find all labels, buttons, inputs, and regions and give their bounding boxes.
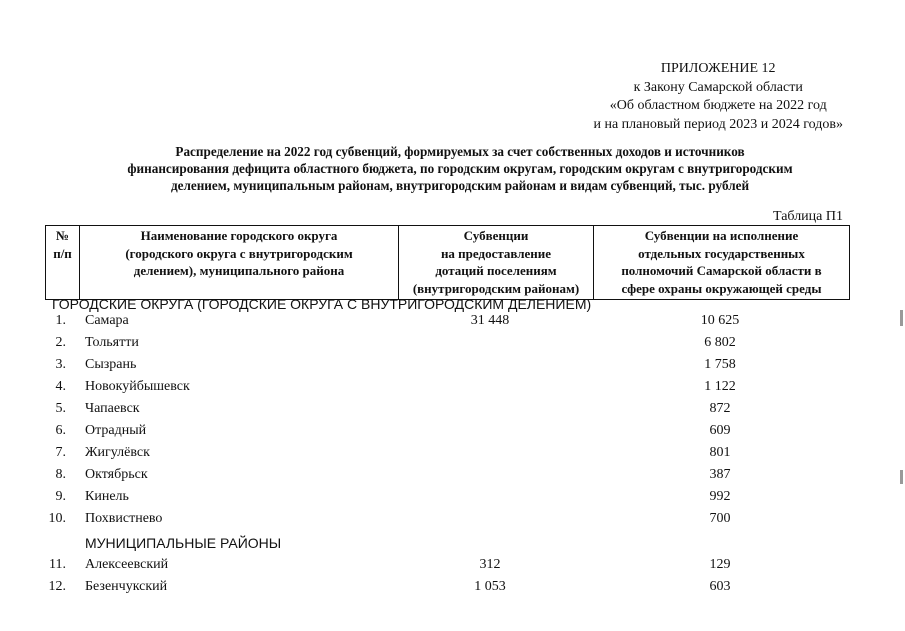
table-row bbox=[0, 401, 905, 423]
row-number: 12. bbox=[48, 579, 66, 594]
row-number: 1. bbox=[55, 313, 66, 328]
row-subsidy-environment: 1 122 bbox=[704, 379, 736, 394]
title-line-1: Распределение на 2022 год субвенций, формируемых за счет собственных доходов и источников bbox=[175, 144, 745, 159]
table-row bbox=[0, 423, 905, 445]
header-subsidy-environment: Субвенции на исполнение отдельных государственных полномочий Самарской области в сфере охраны окружающей среды bbox=[594, 226, 850, 300]
row-subsidy-settlements: 312 bbox=[479, 557, 501, 572]
table-row bbox=[0, 579, 905, 601]
row-name: Отрадный bbox=[85, 423, 147, 438]
header-name: Наименование городского округа (городского округа с внутригородским делением), муниципального района bbox=[80, 226, 399, 300]
table-row bbox=[0, 445, 905, 467]
appendix-law-title: «Об областном бюджете на 2022 год bbox=[609, 98, 827, 113]
row-name: Алексеевский bbox=[85, 557, 169, 572]
row-name: Новокуйбышевск bbox=[85, 379, 190, 394]
row-name: Самара bbox=[85, 313, 129, 328]
row-subsidy-environment: 700 bbox=[709, 511, 731, 526]
row-number: 5. bbox=[55, 401, 66, 416]
appendix-law-period: и на плановый период 2023 и 2024 годов» bbox=[593, 116, 843, 132]
section-city-districts: ГОРОДСКИЕ ОКРУГА (ГОРОДСКИЕ ОКРУГА С ВНУТРИГОРОДСКИМ ДЕЛЕНИЕМ) bbox=[52, 296, 592, 312]
row-name: Октябрьск bbox=[85, 467, 148, 482]
appendix-number: ПРИЛОЖЕНИЕ 12 bbox=[660, 61, 776, 76]
row-subsidy-environment: 992 bbox=[709, 489, 731, 504]
table-row bbox=[0, 357, 905, 379]
table-row bbox=[0, 467, 905, 489]
row-name: Чапаевск bbox=[85, 401, 140, 416]
row-subsidy-environment: 801 bbox=[709, 445, 731, 460]
row-subsidy-settlements: 1 053 bbox=[474, 579, 506, 594]
row-subsidy-environment: 129 bbox=[709, 557, 731, 572]
table-row bbox=[0, 511, 905, 533]
row-name: Тольятти bbox=[85, 335, 139, 350]
row-name: Жигулёвск bbox=[85, 445, 150, 460]
title-line-2: финансирования дефицита областного бюджета, по городским округам, городским округам с внутригородским bbox=[127, 161, 793, 176]
row-number: 9. bbox=[55, 489, 66, 504]
table-row bbox=[0, 557, 905, 579]
row-number: 10. bbox=[48, 511, 66, 526]
table-row bbox=[0, 313, 905, 335]
appendix-block bbox=[593, 60, 843, 134]
header-number: № п/п bbox=[46, 226, 80, 300]
row-subsidy-environment: 609 bbox=[709, 423, 731, 438]
row-name: Безенчукский bbox=[85, 579, 168, 594]
row-subsidy-environment: 872 bbox=[709, 401, 731, 416]
document-title bbox=[60, 143, 860, 194]
row-subsidy-environment: 387 bbox=[709, 467, 731, 482]
table-row bbox=[0, 379, 905, 401]
scan-artifact bbox=[900, 310, 903, 326]
scan-artifact bbox=[900, 470, 903, 484]
header-subsidy-settlements: Субвенции на предоставление дотаций поселениям (внутригородским районам) bbox=[399, 226, 594, 300]
row-number: 11. bbox=[49, 557, 66, 572]
table-label: Таблица П1 bbox=[773, 209, 843, 224]
title-line-3: делением, муниципальным районам, внутригородским районам и видам субвенций, тыс. рублей bbox=[170, 178, 750, 193]
row-number: 3. bbox=[55, 357, 66, 372]
row-number: 7. bbox=[55, 445, 66, 460]
section-municipal-districts: МУНИЦИПАЛЬНЫЕ РАЙОНЫ bbox=[85, 535, 282, 551]
row-number: 8. bbox=[55, 467, 66, 482]
row-name: Кинель bbox=[85, 489, 129, 504]
row-number: 2. bbox=[55, 335, 66, 350]
table-row bbox=[0, 489, 905, 511]
row-subsidy-environment: 1 758 bbox=[704, 357, 736, 372]
table-row bbox=[0, 335, 905, 357]
row-number: 6. bbox=[55, 423, 66, 438]
appendix-law: к Закону Самарской области bbox=[633, 79, 803, 95]
row-name: Похвистнево bbox=[85, 511, 163, 526]
row-number: 4. bbox=[55, 379, 66, 394]
row-subsidy-settlements: 31 448 bbox=[470, 313, 510, 328]
row-subsidy-environment: 10 625 bbox=[700, 313, 740, 328]
row-name: Сызрань bbox=[85, 357, 137, 372]
row-subsidy-environment: 6 802 bbox=[704, 335, 736, 350]
row-subsidy-environment: 603 bbox=[709, 579, 731, 594]
table-header bbox=[45, 225, 850, 300]
